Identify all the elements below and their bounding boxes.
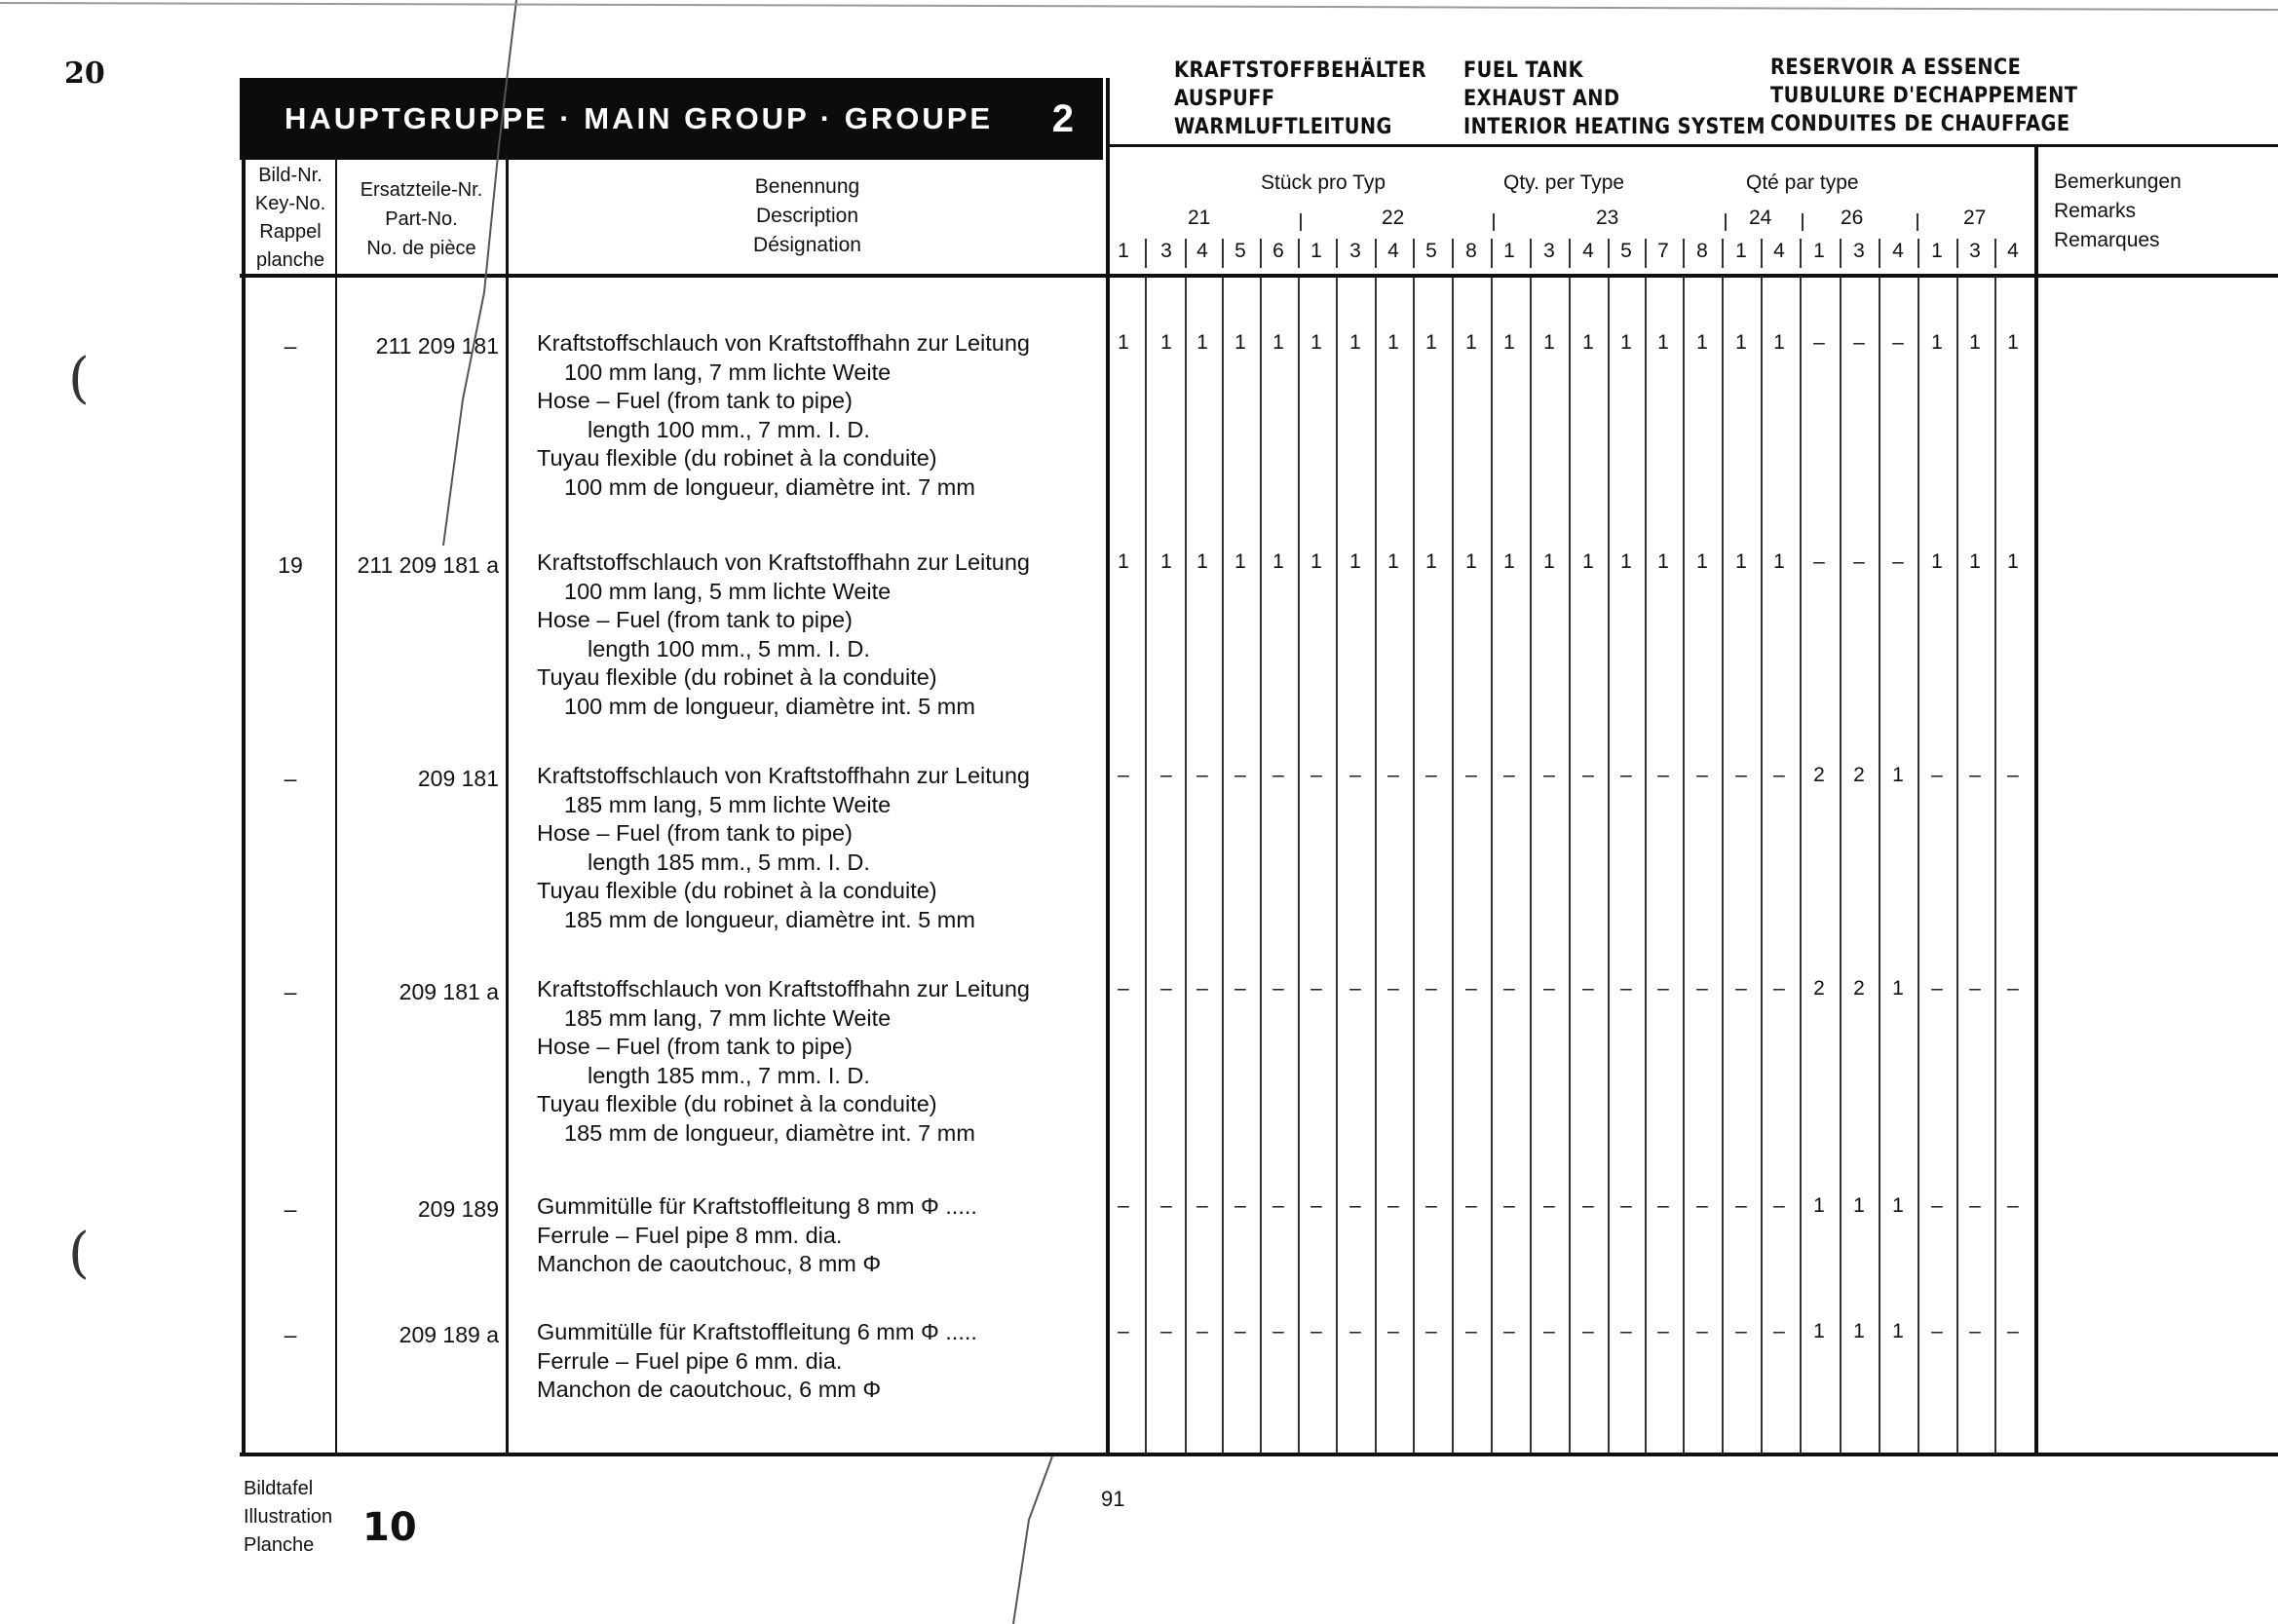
qty-cell: 1 [1160,550,1172,573]
header-text: TUBULURE D'ECHAPPEMENT [1770,84,2078,108]
qty-cell: – [1310,1320,1322,1342]
description-line: Kraftstoffschlauch von Kraftstoffhahn zur Leitung [537,330,1030,356]
qty-cell: – [1349,977,1361,1000]
subtype-label: 8 [1465,240,1477,262]
qty-cell: 1 [1425,550,1437,573]
description-line: Kraftstoffschlauch von Kraftstoffhahn zur Leitung [537,763,1030,788]
description-line: Tuyau flexible (du robinet à la conduite) [537,878,937,903]
subtype-label: 6 [1272,240,1284,262]
header-text: Remarques [2054,229,2160,251]
header-text: Ersatzteile-Nr. [360,179,483,201]
description-line: Manchon de caoutchouc, 6 mm Φ [537,1377,882,1402]
qty-cell: – [1969,1320,1981,1342]
subtype-label: 1 [1118,240,1129,262]
description-line: length 100 mm., 7 mm. I. D. [588,416,870,442]
qty-cell: – [1349,1194,1361,1217]
qty-cell: – [1349,1320,1361,1342]
qty-cell: 1 [1892,1194,1904,1217]
qty-cell: – [1160,764,1172,786]
qty-cell: 2 [1853,764,1865,786]
qty-cell: – [1969,1194,1981,1217]
qty-cell: 1 [1853,1194,1865,1217]
qty-cell: – [1892,550,1904,573]
header-text: FUEL TANK [1463,58,1584,83]
header-text: AUSPUFF [1174,87,1275,111]
plate-number: 10 [362,1505,417,1550]
description-line: Kraftstoffschlauch von Kraftstoffhahn zur Leitung [537,976,1030,1001]
qty-cell: 1 [1196,550,1208,573]
qty-cell: – [1696,764,1708,786]
qty-cell: – [1118,1194,1129,1217]
description-line: length 100 mm., 5 mm. I. D. [588,635,870,661]
subtype-label: 3 [1349,240,1361,262]
subtype-label: 4 [2007,240,2019,262]
part-no-cell: 209 189 a [399,1322,499,1347]
subtype-label: 1 [1503,240,1515,262]
header-text: RESERVOIR A ESSENCE [1770,56,2022,80]
qty-cell: – [1735,764,1747,786]
qty-cell: – [1272,764,1284,786]
qty-cell: – [1387,1320,1399,1342]
qty-cell: – [1118,977,1129,1000]
subtype-label: 3 [1969,240,1981,262]
header-text: INTERIOR HEATING SYSTEM [1463,115,1765,139]
qty-cell: – [1196,764,1208,786]
qty-cell: – [1773,764,1785,786]
subtype-label: 1 [1310,240,1322,262]
qty-cell: – [1196,1320,1208,1342]
qty-cell: 1 [1931,550,1943,573]
description-line: 100 mm de longueur, diamètre int. 5 mm [564,693,975,719]
qty-cell: 1 [2007,331,2019,354]
subtype-label: 8 [1696,240,1708,262]
key-no-cell: – [284,1196,297,1222]
header-text: EXHAUST AND [1463,87,1620,111]
header-text: Remarks [2054,200,2137,222]
punch-hole-mark: ( [68,347,90,410]
part-no-cell: 211 209 181 a [357,552,499,578]
qty-cell: 1 [1657,550,1669,573]
qty-cell: 1 [1196,331,1208,354]
qty-cell: 1 [1118,550,1129,573]
type-group-label: 23 [1596,207,1619,229]
qty-cell: – [1696,1320,1708,1342]
qty-cell: – [1969,764,1981,786]
subtype-label: 7 [1657,240,1669,262]
qty-cell: – [1620,977,1632,1000]
banner-title: HAUPTGRUPPE · MAIN GROUP · GROUPE [285,101,994,135]
qty-cell: – [1310,1194,1322,1217]
qty-cell: – [1503,1320,1515,1342]
qty-cell: 2 [1853,977,1865,1000]
qty-cell: – [1773,1320,1785,1342]
subtype-label: 3 [1543,240,1555,262]
qty-cell: 1 [1892,977,1904,1000]
qty-cell: – [1773,977,1785,1000]
description-line: length 185 mm., 7 mm. I. D. [588,1062,870,1088]
page-number: 20 [64,57,105,91]
qty-cell: 1 [1160,331,1172,354]
qty-cell: – [1931,1320,1943,1342]
qty-cell: – [1425,977,1437,1000]
qty-cell: – [1234,1194,1246,1217]
qty-cell: – [1696,1194,1708,1217]
part-no-cell: 211 209 181 [375,333,499,359]
key-no-cell: – [284,333,297,359]
qty-cell: – [1582,977,1594,1000]
qty-label-french: Qté par type [1746,171,1859,194]
key-no-cell: – [284,1322,297,1347]
qty-label-english: Qty. per Type [1503,171,1625,194]
qty-cell: 1 [1582,331,1594,354]
qty-cell: 1 [1620,331,1632,354]
qty-cell: 1 [1892,764,1904,786]
group-number: 2 [1051,96,1074,140]
qty-cell: – [1582,1194,1594,1217]
qty-cell: – [1582,764,1594,786]
description-line: Tuyau flexible (du robinet à la conduite) [537,445,937,471]
qty-cell: 2 [1813,977,1825,1000]
subtype-label: 3 [1853,240,1865,262]
qty-cell: – [1465,1194,1477,1217]
qty-cell: – [1931,977,1943,1000]
qty-cell: 1 [1272,331,1284,354]
qty-cell: – [1657,1320,1669,1342]
header-text: Description [755,205,859,227]
qty-cell: 1 [1503,331,1515,354]
qty-cell: – [1387,1194,1399,1217]
subtype-label: 1 [1813,240,1825,262]
qty-cell: 1 [1272,550,1284,573]
qty-cell: – [1543,1194,1555,1217]
footer-label: Illustration [244,1506,333,1528]
qty-cell: – [2007,977,2019,1000]
header-text: planche [255,249,325,271]
qty-cell: 1 [1465,331,1477,354]
qty-cell: 2 [1813,764,1825,786]
footer-label: Bildtafel [244,1478,314,1499]
qty-cell: 1 [1118,331,1129,354]
qty-cell: – [1657,764,1669,786]
qty-cell: 1 [1620,550,1632,573]
type-group-label: 26 [1841,207,1864,229]
qty-cell: – [1160,1194,1172,1217]
description-line: Manchon de caoutchouc, 8 mm Φ [537,1251,882,1276]
qty-cell: – [1118,1320,1129,1342]
qty-cell: 1 [1349,331,1361,354]
description-line: 185 mm de longueur, diamètre int. 7 mm [564,1119,975,1146]
type-group-label: 22 [1382,207,1405,229]
description-line: Hose – Fuel (from tank to pipe) [537,820,853,846]
subtype-label: 4 [1196,240,1208,262]
center-page-number: 91 [1101,1487,1125,1511]
qty-cell: 1 [1310,331,1322,354]
qty-cell: – [1349,764,1361,786]
qty-cell: 1 [1543,331,1555,354]
qty-cell: 1 [1735,331,1747,354]
qty-cell: 1 [1931,331,1943,354]
description-line: 100 mm lang, 7 mm lichte Weite [564,359,892,385]
subtype-label: 3 [1160,240,1172,262]
header-text: Désignation [753,234,861,256]
key-no-cell: – [284,766,297,791]
description-line: 185 mm lang, 5 mm lichte Weite [564,791,892,817]
qty-cell: 1 [1543,550,1555,573]
key-no-cell: – [284,979,297,1004]
qty-cell: – [1657,977,1669,1000]
header-text: Benennung [754,175,860,198]
description-line: length 185 mm., 5 mm. I. D. [588,849,870,875]
description-line: Hose – Fuel (from tank to pipe) [537,607,853,632]
qty-cell: – [1234,977,1246,1000]
qty-cell: – [1853,550,1865,573]
qty-cell: – [1160,977,1172,1000]
qty-cell: – [1272,977,1284,1000]
header-text: CONDUITES DE CHAUFFAGE [1770,112,2070,136]
qty-cell: – [1543,1320,1555,1342]
qty-cell: 1 [1582,550,1594,573]
description-line: Gummitülle für Kraftstoffleitung 8 mm Φ ..... [537,1193,977,1219]
qty-cell: 1 [1387,331,1399,354]
header-text: Bild-Nr. [258,165,323,186]
qty-cell: – [1503,977,1515,1000]
qty-cell: – [1853,331,1865,354]
qty-cell: 1 [1425,331,1437,354]
qty-cell: – [1735,977,1747,1000]
qty-cell: – [1931,764,1943,786]
qty-cell: – [1196,977,1208,1000]
description-line: 100 mm lang, 5 mm lichte Weite [564,578,892,604]
qty-cell: – [1543,977,1555,1000]
subtype-label: 5 [1620,240,1632,262]
description-line: Gummitülle für Kraftstoffleitung 6 mm Φ ..... [537,1319,977,1344]
qty-cell: 1 [1657,331,1669,354]
description-line: Ferrule – Fuel pipe 8 mm. dia. [537,1222,843,1248]
subtype-label: 4 [1773,240,1785,262]
description-line: Tuyau flexible (du robinet à la conduite) [537,1091,937,1116]
subtype-label: 4 [1387,240,1399,262]
subtype-label: 4 [1892,240,1904,262]
qty-cell: – [1118,764,1129,786]
subtype-label: 5 [1425,240,1437,262]
description-line: 185 mm lang, 7 mm lichte Weite [564,1004,892,1031]
qty-cell: – [1696,977,1708,1000]
description-line: Hose – Fuel (from tank to pipe) [537,388,853,413]
qty-cell: – [1892,331,1904,354]
qty-cell: – [1931,1194,1943,1217]
qty-cell: 1 [1696,550,1708,573]
qty-cell: 1 [1310,550,1322,573]
qty-cell: 1 [2007,550,2019,573]
type-group-label: 24 [1749,207,1772,229]
qty-cell: – [1813,550,1825,573]
punch-hole-mark: ( [68,1222,90,1285]
qty-cell: – [1234,1320,1246,1342]
qty-cell: – [1425,1194,1437,1217]
header-text: Bemerkungen [2054,170,2182,193]
qty-cell: – [1196,1194,1208,1217]
description-line: Kraftstoffschlauch von Kraftstoffhahn zur Leitung [537,549,1030,575]
type-group-label: 27 [1963,207,1987,229]
description-line: 185 mm de longueur, diamètre int. 5 mm [564,906,975,932]
qty-cell: 1 [1892,1320,1904,1342]
key-no-cell: 19 [278,552,303,578]
qty-cell: 1 [1773,550,1785,573]
qty-cell: – [1425,764,1437,786]
qty-cell: – [1620,764,1632,786]
qty-cell: 1 [1813,1194,1825,1217]
description-line: 100 mm de longueur, diamètre int. 7 mm [564,473,975,500]
qty-cell: 1 [1969,331,1981,354]
qty-cell: 1 [1503,550,1515,573]
qty-cell: – [1735,1320,1747,1342]
qty-cell: – [1465,764,1477,786]
qty-cell: – [2007,764,2019,786]
part-no-cell: 209 189 [417,1196,499,1222]
qty-cell: 1 [1696,331,1708,354]
part-no-cell: 209 181 a [399,979,499,1004]
header-text: Part-No. [385,208,458,230]
qty-label-german: Stück pro Typ [1261,171,1386,194]
qty-cell: – [1773,1194,1785,1217]
description-line: Ferrule – Fuel pipe 6 mm. dia. [537,1347,843,1374]
qty-cell: – [1387,764,1399,786]
qty-cell: – [1735,1194,1747,1217]
qty-cell: 1 [1853,1320,1865,1342]
subtype-label: 4 [1582,240,1594,262]
subtype-label: 5 [1234,240,1246,262]
qty-cell: – [2007,1194,2019,1217]
header-text: Rappel [259,221,322,243]
description-line: Hose – Fuel (from tank to pipe) [537,1034,853,1059]
qty-cell: 1 [1773,331,1785,354]
qty-cell: – [1465,1320,1477,1342]
qty-cell: – [1543,764,1555,786]
subtype-label: 1 [1931,240,1943,262]
description-line: Tuyau flexible (du robinet à la conduite) [537,664,937,690]
qty-cell: – [1310,977,1322,1000]
qty-cell: – [2007,1320,2019,1342]
qty-cell: 1 [1234,331,1246,354]
qty-cell: – [1387,977,1399,1000]
type-group-label: 21 [1188,207,1211,229]
qty-cell: – [1160,1320,1172,1342]
qty-cell: 1 [1234,550,1246,573]
qty-cell: – [1620,1194,1632,1217]
qty-cell: 1 [1813,1320,1825,1342]
header-text: WARMLUFTLEITUNG [1174,115,1392,139]
qty-cell: 1 [1465,550,1477,573]
qty-cell: – [1425,1320,1437,1342]
header-text: Key-No. [254,193,326,214]
qty-cell: – [1503,1194,1515,1217]
header-text: No. de pièce [366,238,476,259]
subtype-label: 1 [1735,240,1747,262]
qty-cell: 1 [1969,550,1981,573]
qty-cell: – [1234,764,1246,786]
qty-cell: – [1465,977,1477,1000]
qty-cell: – [1657,1194,1669,1217]
qty-cell: 1 [1387,550,1399,573]
qty-cell: 1 [1735,550,1747,573]
qty-cell: – [1969,977,1981,1000]
qty-cell: – [1310,764,1322,786]
footer-label: Planche [244,1534,315,1556]
qty-cell: 1 [1349,550,1361,573]
qty-cell: – [1813,331,1825,354]
qty-cell: – [1272,1194,1284,1217]
qty-cell: – [1503,764,1515,786]
header-text: KRAFTSTOFFBEHÄLTER [1174,58,1426,83]
qty-cell: – [1272,1320,1284,1342]
part-no-cell: 209 181 [417,766,499,791]
qty-cell: – [1620,1320,1632,1342]
qty-cell: – [1582,1320,1594,1342]
